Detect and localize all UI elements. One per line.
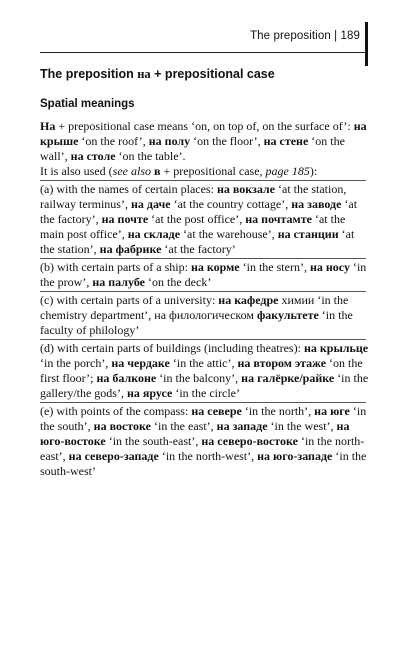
gloss: ‘in the north-west’,	[158, 449, 258, 463]
russian-example: на юго-западе	[257, 449, 333, 463]
list-item-d	[40, 341, 370, 401]
list-item-e	[40, 404, 370, 479]
gloss: ‘in the south’,	[40, 404, 367, 433]
russian-example: на заводе	[291, 197, 342, 211]
gloss: ‘at the station’,	[40, 227, 355, 256]
gloss: ‘in the prow’,	[40, 260, 367, 289]
gloss: ‘on the first floor’;	[40, 356, 363, 385]
bold-term: в	[150, 164, 161, 178]
gloss: ‘at the country cottage’,	[170, 197, 292, 211]
gloss: ‘in the faculty of philology’	[40, 308, 353, 337]
gloss: ‘at the warehouse’,	[180, 227, 278, 241]
item-intro: (b) with certain parts of a ship:	[40, 260, 191, 274]
gloss: ‘at the main post office’,	[40, 212, 346, 241]
divider	[40, 339, 366, 340]
body-text	[40, 119, 370, 479]
gloss: ‘on the table’.	[115, 149, 186, 163]
russian-example: на крыльце	[303, 341, 369, 355]
russian-example-plain: на филологическом	[154, 308, 257, 322]
russian-example: на даче	[130, 197, 171, 211]
gloss: ‘in the balcony’,	[156, 371, 242, 385]
section-heading	[40, 67, 370, 82]
heading-post: + prepositional case	[150, 67, 275, 81]
gloss: ‘in the north-east’,	[40, 434, 365, 463]
gloss: ‘in the south-east’,	[105, 434, 202, 448]
italic-text: see also	[112, 164, 151, 178]
russian-example: на почте	[101, 212, 149, 226]
gloss: ‘in the circle’	[172, 386, 240, 400]
russian-example: на складе	[127, 227, 181, 241]
item-intro: (e) with points of the compass:	[40, 404, 192, 418]
item-intro: (a) with the names of certain places:	[40, 182, 217, 196]
russian-example: на юго-востоке	[40, 419, 350, 448]
gloss: ‘at the post office’,	[148, 212, 246, 226]
russian-example: на севере	[191, 404, 242, 418]
divider	[40, 180, 366, 181]
divider	[40, 258, 366, 259]
russian-example: на крыше	[40, 119, 367, 148]
item-intro: (c) with certain parts of a university:	[40, 293, 219, 307]
russian-example: на вокзале	[216, 182, 275, 196]
russian-example: на корме	[190, 260, 240, 274]
running-header	[40, 20, 368, 53]
heading-preposition: на	[137, 67, 151, 81]
item-intro: (d) with certain parts of buildings (including theatres):	[40, 341, 304, 355]
russian-example: на носу	[309, 260, 350, 274]
text: It is also used (	[40, 164, 113, 178]
divider	[40, 402, 366, 403]
gloss: ‘on the floor’,	[190, 134, 264, 148]
gloss: ‘on the wall’,	[40, 134, 345, 163]
gloss: ‘in the attic’,	[169, 356, 238, 370]
gloss: ‘in the north’,	[241, 404, 315, 418]
russian-example: на стене	[263, 134, 309, 148]
russian-example: на чердаке	[111, 356, 170, 370]
gloss: ‘at the factory’	[161, 242, 236, 256]
gloss: ‘in the gallery/the gods’,	[40, 371, 369, 400]
russian-example: на северо-востоке	[201, 434, 298, 448]
gloss: ‘in the south-west’	[40, 449, 367, 478]
russian-example: на фабрике	[99, 242, 162, 256]
gloss: ‘in the stern’,	[239, 260, 310, 274]
russian-example: на востоке	[93, 419, 151, 433]
russian-example: на кафедре	[218, 293, 279, 307]
subsection-heading: Spatial meanings	[40, 98, 135, 110]
russian-example: на юге	[314, 404, 350, 418]
russian-example: на ярусе	[126, 386, 173, 400]
gloss: ‘in the porch’,	[40, 356, 112, 370]
russian-example: факультете	[256, 308, 319, 322]
list-item-a	[40, 182, 370, 257]
russian-example: на станции	[277, 227, 339, 241]
running-header-text: The preposition | 189	[250, 30, 360, 42]
russian-example: на балконе	[96, 371, 157, 385]
header-vertical-bar	[365, 22, 368, 66]
list-item-b	[40, 260, 370, 290]
list-item-c	[40, 293, 370, 338]
divider	[40, 291, 366, 292]
russian-example: на втором этаже	[237, 356, 327, 370]
gloss: ‘on the roof’,	[78, 134, 149, 148]
russian-example: на северо-западе	[68, 449, 159, 463]
text: + prepositional case means ‘on, on top of, on the surface of’:	[55, 119, 354, 133]
heading-pre: The preposition	[40, 67, 138, 81]
russian-example: на западе	[216, 419, 268, 433]
russian-example: на столе	[70, 149, 116, 163]
russian-example-plain: химии	[278, 293, 315, 307]
intro-paragraph	[40, 119, 370, 164]
text: ):	[309, 164, 318, 178]
gloss: ‘at the factory’,	[40, 197, 358, 226]
russian-example: на палубе	[92, 275, 146, 289]
page-reference: page 185	[265, 164, 310, 178]
gloss: ‘in the west’,	[267, 419, 337, 433]
gloss: ‘in the chemistry department’,	[40, 293, 349, 322]
gloss: ‘in the east’,	[151, 419, 217, 433]
text: + prepositional case,	[160, 164, 266, 178]
russian-example: на почтамте	[245, 212, 312, 226]
gloss: ‘at the station, railway terminus’,	[40, 182, 347, 211]
bold-term: На	[40, 119, 56, 133]
gloss: ‘on the deck’	[145, 275, 212, 289]
russian-example: на полу	[148, 134, 191, 148]
also-used-line	[40, 164, 370, 179]
russian-example: на галёрке/райке	[241, 371, 335, 385]
